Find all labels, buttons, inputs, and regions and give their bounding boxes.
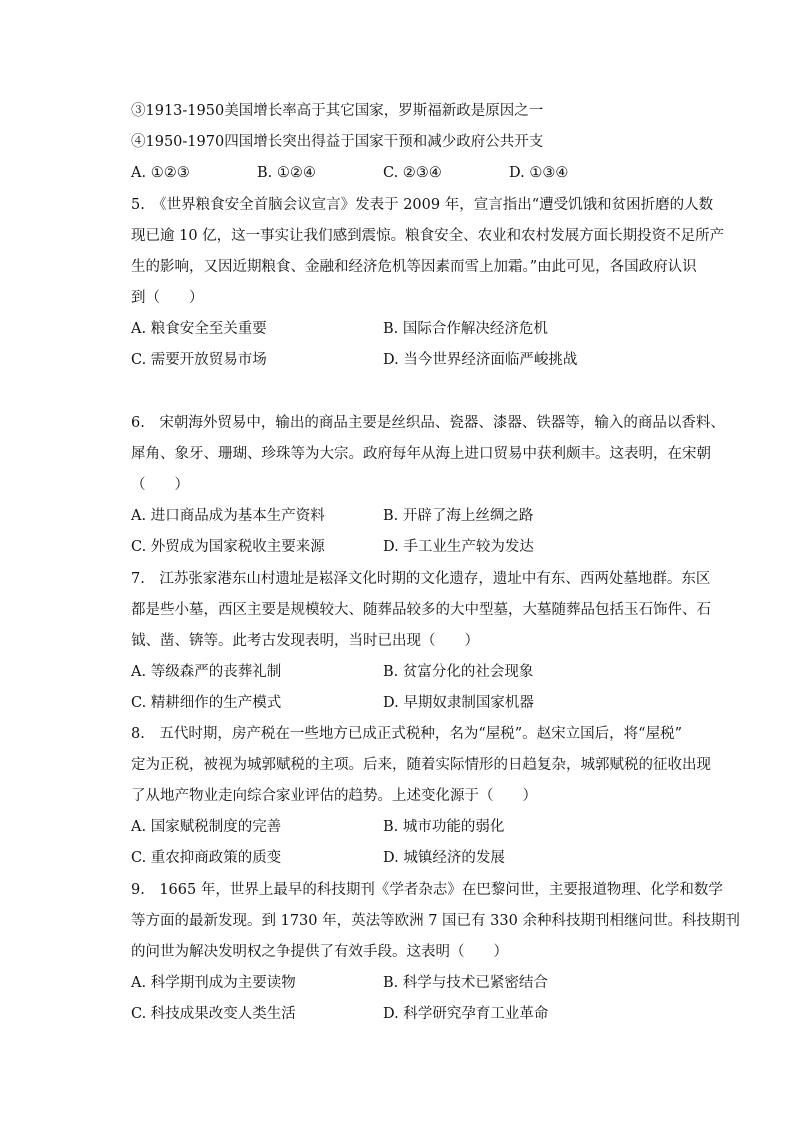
q7-option-d: D. 早期奴隶制国家机器 [383, 695, 534, 711]
q7-option-c: C. 精耕细作的生产模式 [131, 695, 282, 711]
q8-stem-line: 8. 五代时期，房产税在一些地方已成正式税种，名为“屋税”。赵宋立国后，将“屋税” [131, 726, 682, 742]
q6-option-c: C. 外贸成为国家税收主要来源 [131, 539, 325, 555]
q9-option-a: A. 科学期刊成为主要读物 [131, 975, 296, 991]
q4-statement-3: ③1913-1950美国增长率高于其它国家，罗斯福新政是原因之一 [131, 103, 544, 119]
q7-stem-line: 钺、凿、锛等。此考古发现表明，当时已出现（ ） [131, 633, 479, 649]
q9-stem-line: 的问世为解决发明权之争提供了有效手段。这表明（ ） [131, 944, 508, 960]
q5-option-a: A. 粮食安全至关重要 [131, 321, 267, 337]
q6-option-a: A. 进口商品成为基本生产资料 [131, 508, 325, 524]
q5-option-b: B. 国际合作解决经济危机 [383, 321, 548, 337]
q4-option-c: C. ②③④ [383, 165, 442, 181]
q8-stem-line: 定为正税，被视为城郭赋税的主项。后来，随着实际情形的日趋复杂，城郭赋税的征收出现 [131, 757, 711, 773]
q7-stem-line: 都是些小墓，西区主要是规模较大、随葬品较多的大中型墓，大墓随葬品包括玉石饰件、石 [131, 602, 711, 618]
q5-stem-line: 生的影响，又因近期粮食、金融和经济危机等因素而雪上加霜。”由此可见，各国政府认识 [131, 259, 697, 275]
q4-option-d: D. ①③④ [509, 165, 569, 181]
q9-option-b: B. 科学与技术已紧密结合 [383, 975, 548, 991]
q9-option-d: D. 科学研究孕育工业革命 [383, 1006, 549, 1022]
q8-option-a: A. 国家赋税制度的完善 [131, 819, 282, 835]
q4-option-a: A. ①②③ [131, 165, 190, 181]
q6-stem-line: （ ） [131, 477, 189, 493]
q6-stem-line: 犀角、象牙、珊瑚、珍珠等为大宗。政府每年从海上进口贸易中获利颇丰。这表明，在宋朝 [131, 446, 711, 462]
q5-stem-line: 5. 《世界粮食安全首脑会议宣言》发表于 2009 年，宣言指出“遭受饥饿和贫困折磨的人数 [131, 197, 714, 213]
q7-stem-line: 7. 江苏张家港东山村遗址是崧泽文化时期的文化遗存，遗址中有东、西两处墓地群。东区 [131, 571, 711, 587]
q8-option-c: C. 重农抑商政策的质变 [131, 850, 282, 866]
q5-stem-line: 到（ ） [131, 290, 204, 306]
q6-option-d: D. 手工业生产较为发达 [383, 539, 534, 555]
q6-stem-line: 6. 宋朝海外贸易中，输出的商品主要是丝织品、瓷器、漆器、铁器等，输入的商品以香料、 [131, 415, 725, 431]
q8-option-b: B. 城市功能的弱化 [383, 819, 505, 835]
q9-stem-line: 等方面的最新发现。到 1730 年，英法等欧洲 7 国已有 330 余种科技期刊相继问世。科技期刊 [131, 913, 740, 929]
q5-option-c: C. 需要开放贸易市场 [131, 352, 267, 368]
q8-option-d: D. 城镇经济的发展 [383, 850, 505, 866]
q8-stem-line: 了从地产物业走向综合家业评估的趋势。上述变化源于（ ） [131, 788, 537, 804]
q5-stem-line: 现已逾 10 亿，这一事实让我们感到震惊。粮食安全、农业和农村发展方面长期投资不足所产 [131, 228, 725, 244]
q6-option-b: B. 开辟了海上丝绸之路 [383, 508, 534, 524]
q9-stem-line: 9. 1665 年，世界上最早的科技期刊《学者杂志》在巴黎问世，主要报道物理、化学和数学 [131, 882, 723, 898]
q7-option-b: B. 贫富分化的社会现象 [383, 664, 534, 680]
q4-statement-4: ④1950-1970四国增长突出得益于国家干预和减少政府公共开支 [131, 134, 544, 150]
q7-option-a: A. 等级森严的丧葬礼制 [131, 664, 282, 680]
q4-option-b: B. ①②④ [257, 165, 316, 181]
q9-option-c: C. 科技成果改变人类生活 [131, 1006, 296, 1022]
q5-option-d: D. 当今世界经济面临严峻挑战 [383, 352, 578, 368]
